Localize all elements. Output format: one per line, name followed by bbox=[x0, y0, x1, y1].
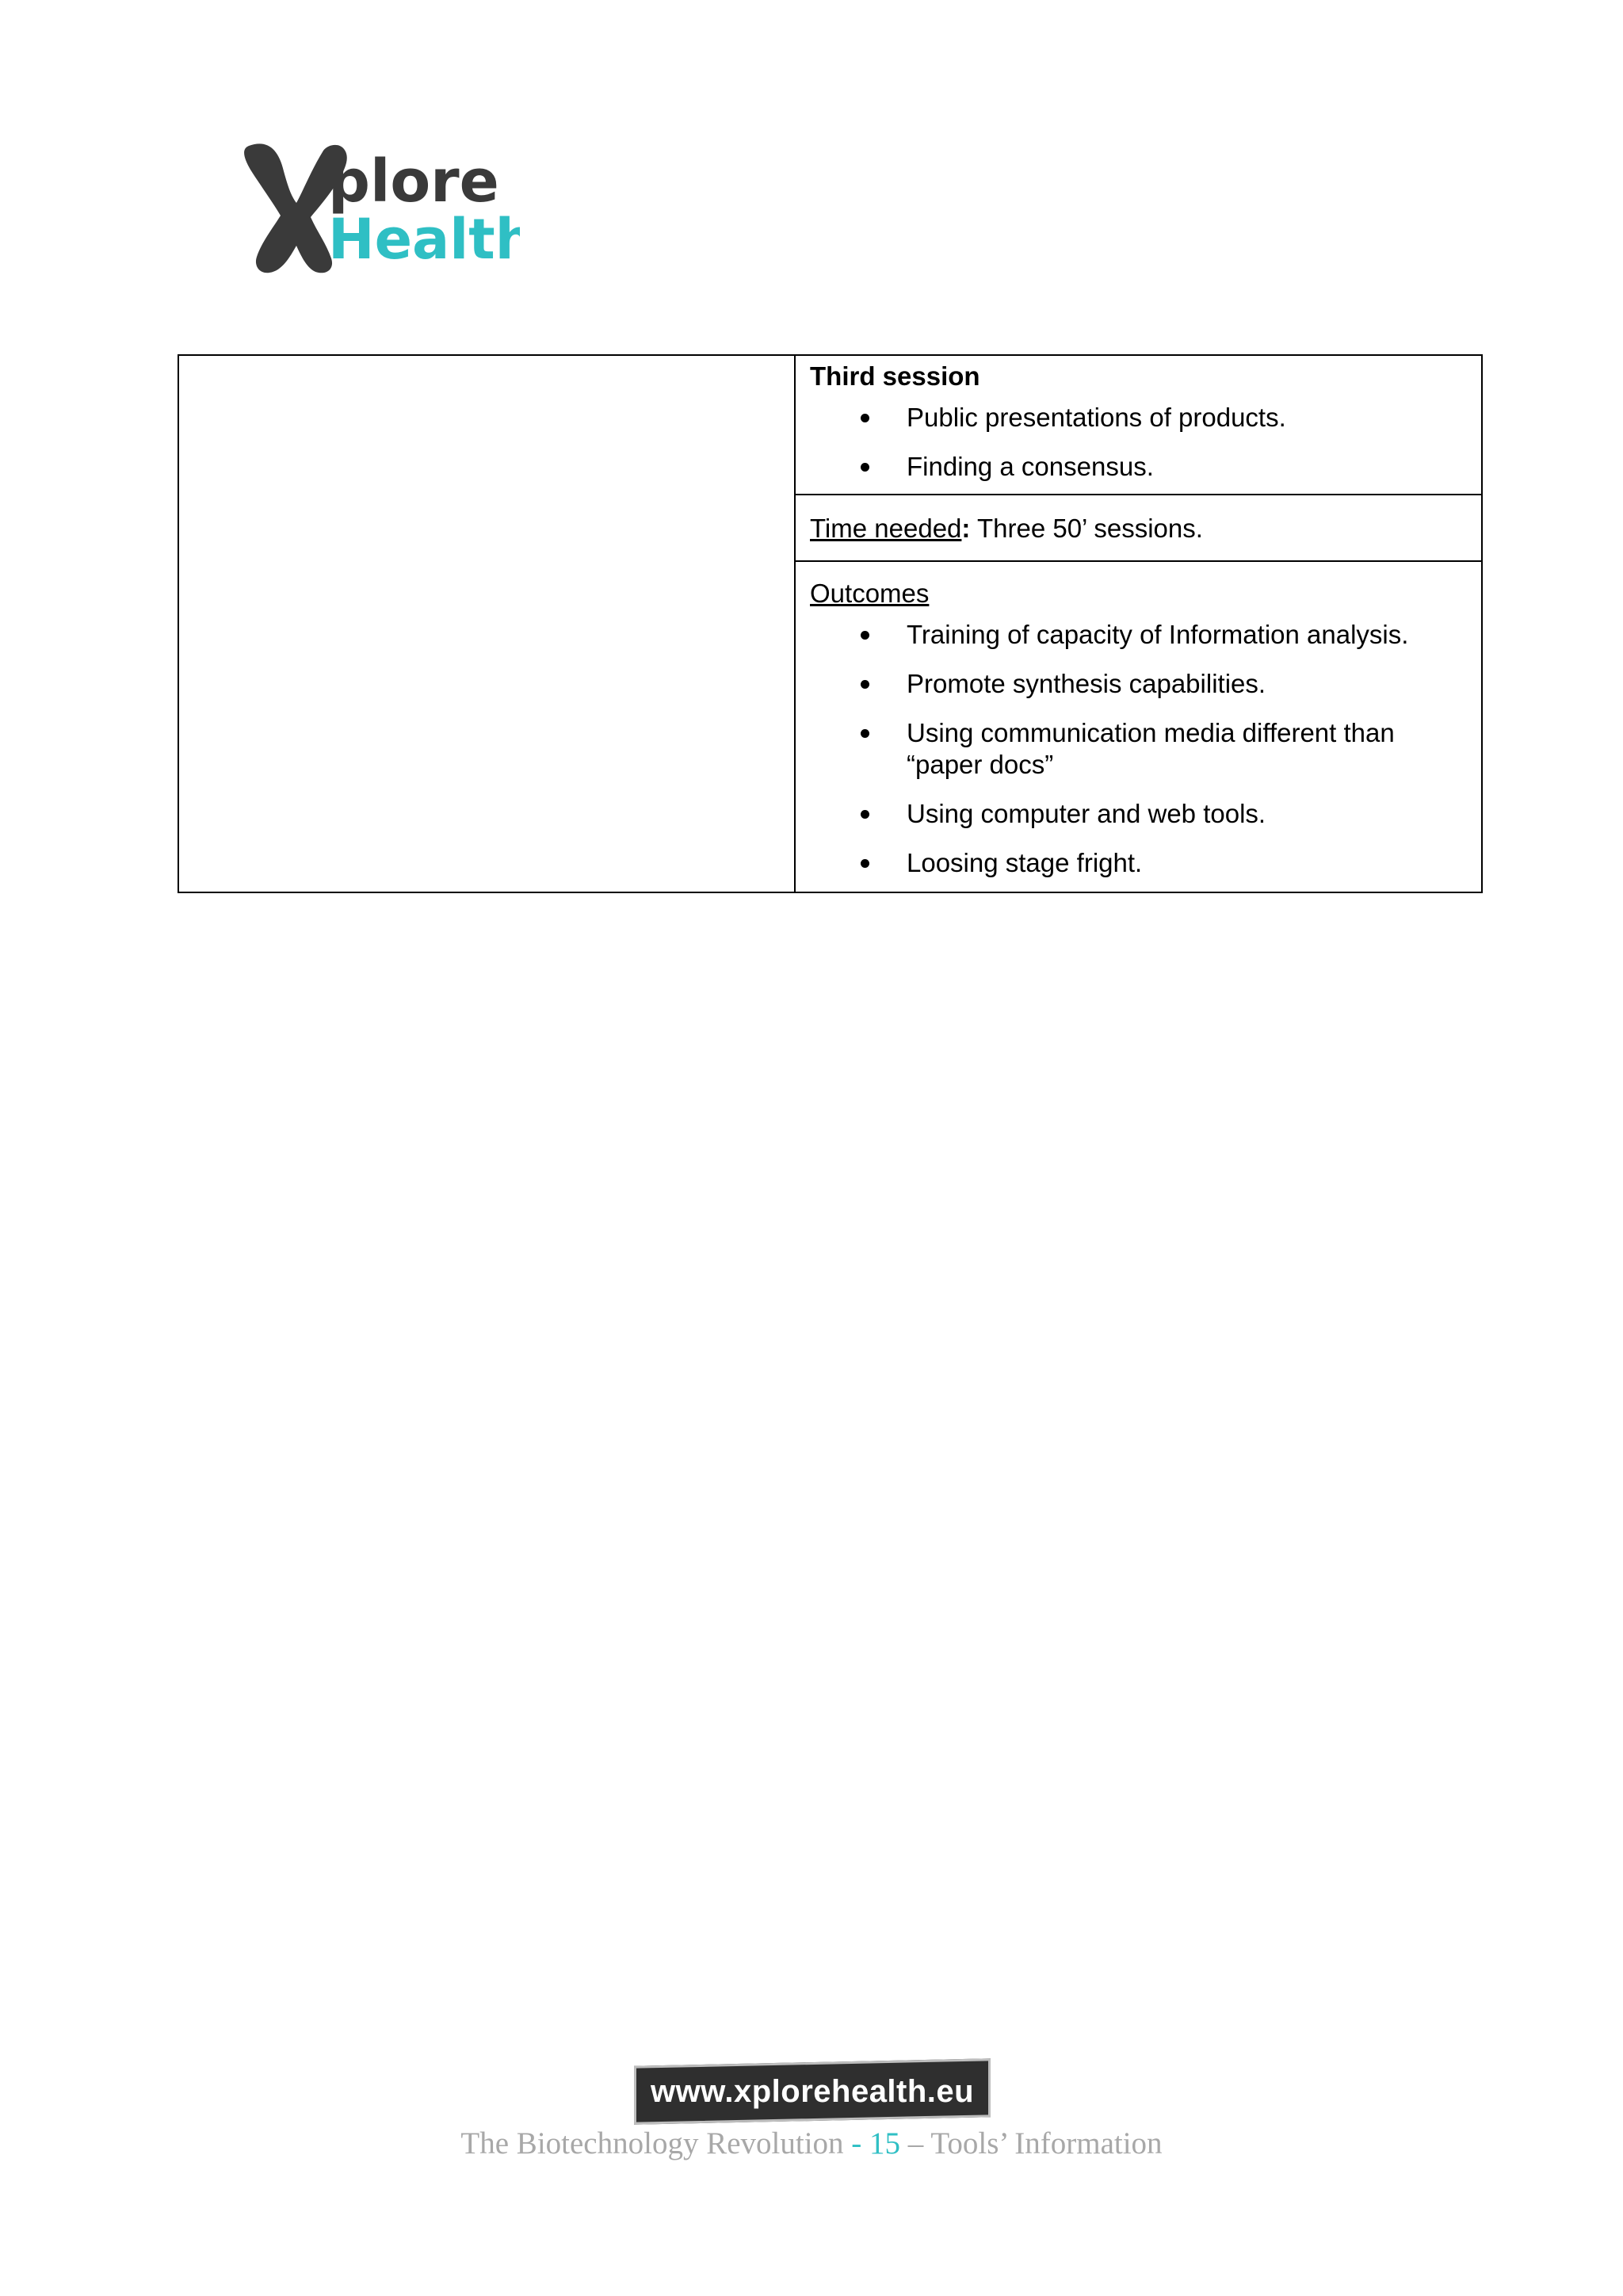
outcomes-cell bbox=[795, 561, 1482, 892]
page-footer: The Biotechnology Revolution - 15 – Tools’ Information bbox=[460, 2126, 1163, 2160]
list-item: Finding a consensus. bbox=[810, 451, 1467, 483]
bullet-icon bbox=[861, 680, 869, 689]
empty-left-cell bbox=[178, 355, 795, 892]
list-item: Using communication media different than “paper docs” bbox=[810, 717, 1467, 781]
website-link[interactable] bbox=[634, 2058, 991, 2124]
third-session-list bbox=[810, 402, 1467, 483]
bullet-icon bbox=[861, 414, 869, 422]
svg-text:Health: Health bbox=[328, 207, 520, 272]
bullet-icon bbox=[861, 729, 869, 738]
list-item: Promote synthesis capabilities. bbox=[810, 668, 1467, 700]
website-url: www.xplorehealth.eu bbox=[650, 2073, 975, 2109]
bullet-icon bbox=[861, 810, 869, 819]
outcomes-list bbox=[810, 619, 1467, 879]
svg-text:plore: plore bbox=[328, 147, 499, 216]
activity-table bbox=[178, 354, 1483, 893]
list-item: Using computer and web tools. bbox=[810, 798, 1467, 830]
document-title: The Biotechnology Revolution bbox=[460, 2126, 852, 2160]
outcomes-heading: Outcomes bbox=[810, 579, 930, 608]
third-session-heading: Third session bbox=[810, 361, 980, 391]
third-session-cell bbox=[795, 355, 1482, 495]
bullet-icon bbox=[861, 859, 869, 868]
time-needed-label: Time needed bbox=[810, 514, 962, 543]
list-item: Loosing stage fright. bbox=[810, 847, 1467, 879]
time-needed-cell: Time needed: Three 50’ sessions. bbox=[795, 495, 1482, 561]
section-name: Tools’ Information bbox=[923, 2126, 1163, 2160]
time-needed-value: Three 50’ sessions. bbox=[970, 514, 1203, 543]
bullet-icon bbox=[861, 631, 869, 640]
bullet-icon bbox=[861, 463, 869, 472]
page-number: 15 bbox=[861, 2126, 908, 2160]
xplore-health-logo bbox=[235, 139, 520, 274]
list-item: Training of capacity of Information analysis. bbox=[810, 619, 1467, 651]
list-item: Public presentations of products. bbox=[810, 402, 1467, 434]
